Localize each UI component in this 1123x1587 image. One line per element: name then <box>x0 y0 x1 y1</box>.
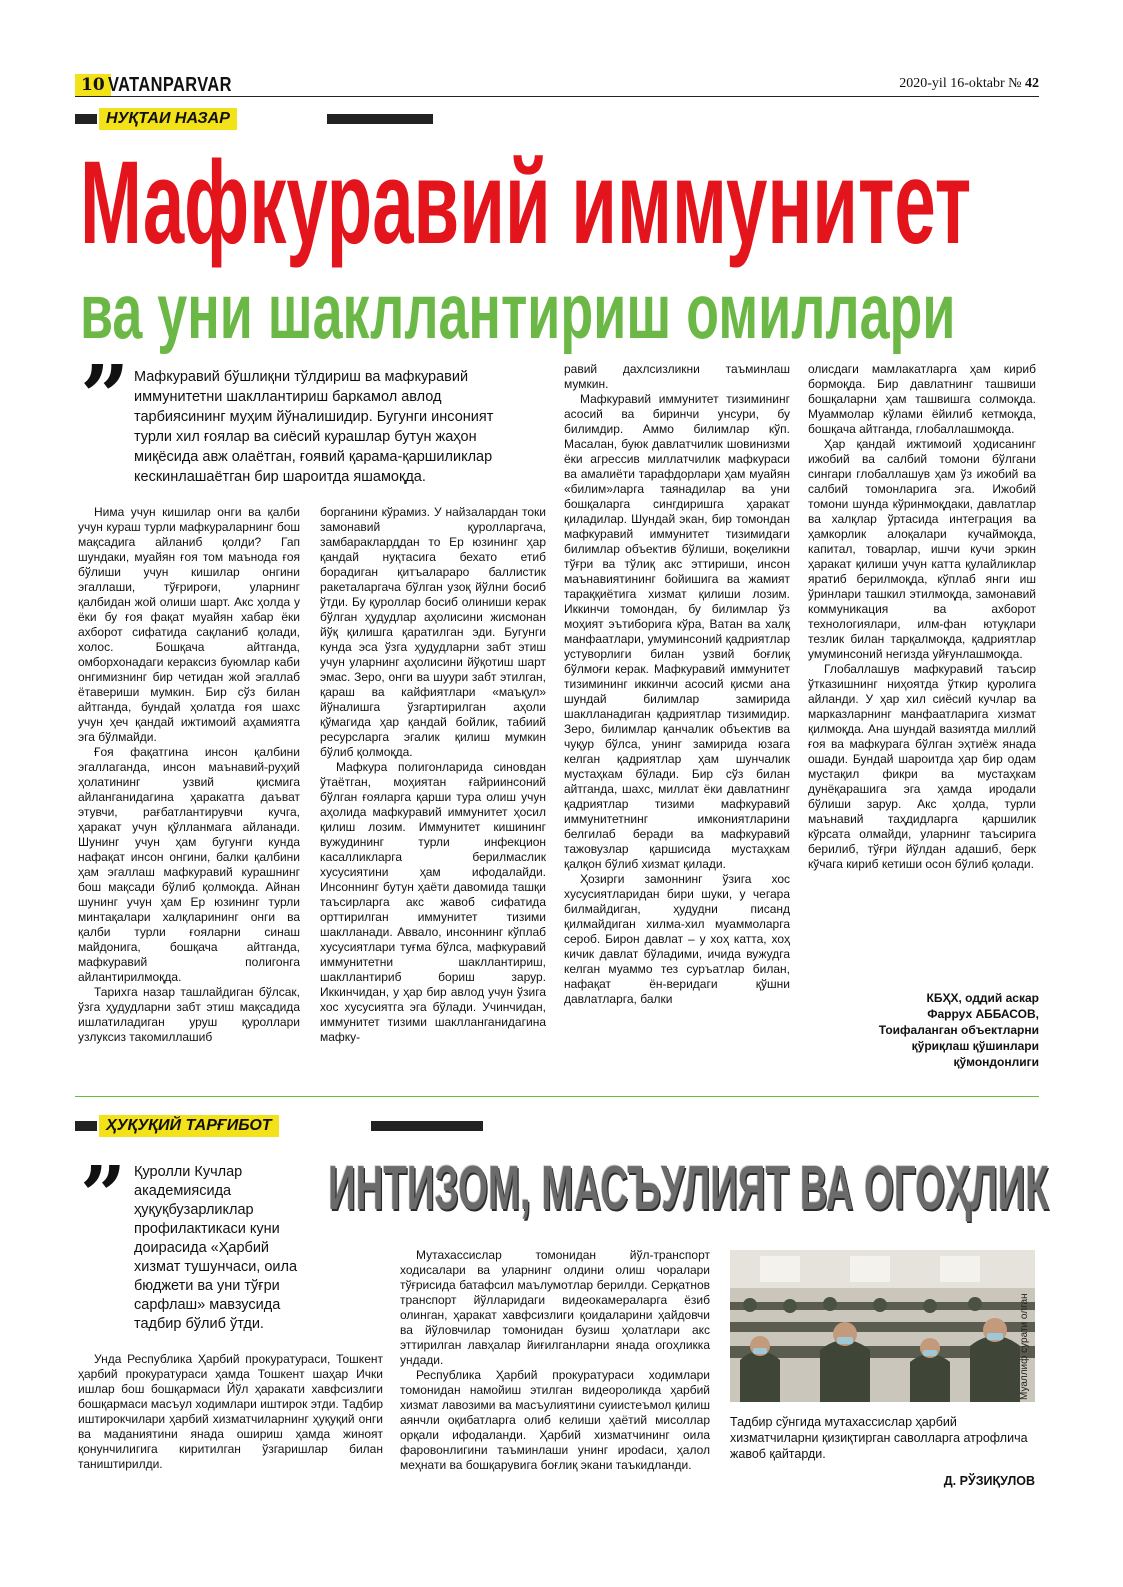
paragraph: Ҳозирги замоннинг ўзига хос хусусиятларидан бири шуки, у чегара билмайдиган, ҳудудни писанд қилмайдиган хилма-хил муаммоларга сероб. Бирон давлат – у хоҳ катта, хоҳ кичик давлат бўладими, ичида вужудга келган муаммо тез суръатлар билан, нафақат ён-веридаги қўшни давлатларга, балки <box>564 872 790 1006</box>
paragraph: борганини кўрамиз. У найзалардан токи замонавий қуролларгача, замбаракларддан то Ер юзининг ҳар қандай нуқтасига бехато етиб борадиган қитъалараро баллистик ракеталаргача бўлган узоқ йўлни босиб ўтди. Бу қуроллар босиб олиниши керак бўлган ҳудудлар аҳолисини жисмонан йўқ қилишга қаратилган эди. Бугунги кунда эса ўзга ҳудудларни забт этиш учун уларнинг аҳолисини йўқотиш шарт эмас. Зеро, онги ва шуури забт этилган, қараш ва кайфиятлари «маъқул» йўналишга ўзгартирилган аҳоли қўмагида ҳар қандай бойлик, табиий ресурсларга эгалик қилиш мумкин бўлиб қолмоқда. <box>320 505 546 759</box>
photo-credit: Муаллиф сурати олган <box>1019 1293 1030 1400</box>
paragraph: равий дахлсизликни таъминлаш мумкин. <box>564 362 790 391</box>
section-divider <box>75 1096 1039 1097</box>
rubric-bar-left <box>75 1121 97 1131</box>
article-column-1 <box>78 505 300 1085</box>
signature-line: қўмондонлиги <box>953 1055 1039 1069</box>
paragraph: Унда Республика Ҳарбий прокуратураси, Тошкент ҳарбий прокуратураси ҳамда Тошкент шаҳар Ички ишлар бош бошқармаси Йўл ҳаракати хавфсизлиги бошқармаси масъул ходимлари иштирок этди. Тадбир иштирокчилари ҳарбий хизматчиларнинг ҳуқуқий онги ва маданиятини янада ошириш ҳамда жиноят қонунчилигига киритилган ўзгаришлар билан таништирилди. <box>78 1352 383 1471</box>
photo-illustration <box>730 1250 1035 1402</box>
article-column-3 <box>564 362 790 1085</box>
signature-line: КБҲХ, оддий аскар <box>926 991 1039 1005</box>
rubric-label: ҲУҚУҚИЙ ТАРҒИБОТ <box>99 1115 279 1137</box>
signature-line: қўриқлаш қўшинлари <box>911 1039 1039 1053</box>
article-lead: Мафкуравий бўшлиқни тўлдириш ва мафкуравий иммунитетни шакллантириш баркамол авлод тарбиясининг муҳим йўналишидир. Бугунги инсоният турли хил ғоялар ва сиёсий курашлар бутун жаҳон миқёсида авж олаётган, ғоявий қарама-қаршиликлар кескинлашаётган бир шароитда яшамоқда. <box>134 369 494 485</box>
article-title-line-2: ва уни шакллантириш омиллари <box>80 267 956 355</box>
page-number: 10 <box>75 74 111 96</box>
article-column-1 <box>78 1352 383 1492</box>
signature-line: Фаррух АББАСОВ, <box>927 1007 1039 1021</box>
rubric-bar-right <box>327 114 433 124</box>
event-photo <box>730 1250 1035 1402</box>
quote-mark-icon: ” <box>80 1148 127 1242</box>
rubric-nuqtai-nazar <box>75 108 365 130</box>
rubric-label: НУҚТАИ НАЗАР <box>99 108 237 130</box>
paragraph: Мутахассислар томонидан йўл-транспорт ходисалари ва уларнинг олдини олиш чоралари тўғрисида батафсил маълумотлар берилди. Серқатнов транспорт йўлларидаги видеокамераларга ёзиб олинган, ҳаракат хавфсизлиги қоидаларини ҳайдовчи ва йўловчилар томонидан бузиш ҳолатлари акс эттирилган лавҳалар йиғилганларни янада огоҳликка ундади. <box>400 1248 710 1367</box>
issue-number: 42 <box>1025 76 1039 91</box>
article-column-2 <box>400 1248 710 1496</box>
paragraph: Нима учун кишилар онги ва қалби учун кураш турли мафкураларнинг бош мақсадига айланиб қолди? Гап шундаки, муайян ғоя том маънода ғоя бўлиши учун кишилар онгини эгаллаши, тўғрироғи, уларнинг қалбидан жой олиши шарт. Акс ҳолда у ёки бу ғоя фақат муайян хабар ёки ахборот сифатида сақланиб қолади, холос. Бошқача айтганда, омборхонадаги кераксиз буюмлар каби онгимизнинг бир четидан жой эгаллаб ётавериши мумкин. Бир сўз билан айтганда, бундай ҳолатда ғоя шахс учун ҳеч қандай ижтимоий аҳамиятга эга бўлмайди. <box>78 505 300 744</box>
author-signature <box>799 990 1039 1070</box>
issue-date: 2020-yil 16-oktabr <box>899 76 1005 91</box>
paragraph: Тарихга назар ташлайдиган бўлсак, ўзга ҳудудларни забт этиш мақсадида ишлатиладиган уруш қуроллари узлуксиз такомиллашиб <box>78 985 300 1044</box>
signature-line: Тоифаланган объектларни <box>878 1023 1039 1037</box>
page-header <box>75 74 1039 98</box>
issue-info <box>899 76 1039 92</box>
rubric-huquqiy-targibot <box>75 1115 415 1137</box>
article-lead: Қуролли Кучлар академиясида ҳуқуқбузарликлар профилактикаси куни доирасида «Ҳарбий хизмат тушунчаси, оила бюджети ва уни тўғри сарфлаш» мавзусида тадбир бўлиб ўтди. <box>134 1164 298 1332</box>
paragraph: Мафкуравий иммунитет тизимининг асосий ва биринчи унсури, бу билимдир. Аммо билимлар кўп. Масалан, буюк давлатчилик шовинизми ёки агрессив миллатчилик мафкураси ва амалиёти тарафдорлари ҳам муайян «билим»ларга таянадилар ва уни бошқаларга сингдиришга ҳаракат қиладилар. Шундай экан, бир томондан мафкуравий иммунитет тизимидаги билимлар объектив бўлиши, воқеликни тўғри ва тўлиқ акс эттириши, инсон маънавиятининг бойишига ва жамият тараққиётига хизмат қилиши лозим. Иккинчи томондан, бу билимлар ўз моҳият эътиборига кўра, Ватан ва халқ манфаатлари, умуминсоний қадриятлар устуворлиги билан узвий боғлиқ бўлмоғи керак. Мафкуравий иммунитет тизимининг иккинчи асосий қисми ана шундай билимлар замирида шаклланадиган қадриятлар тизимидир. Зеро, билимлар қанчалик объектив ва чуқур бўлса, унинг замирида юзага келган қадриятлар ҳам шунчалик мустаҳкам бўлади. Бир сўз билан айтганда, шахс, миллат ёки давлатнинг қадриятлар тизими мафкуравий иммунитетнинг имкониятларини белгилаб беради ва мафкуравий тажовузлар қаршисида мустаҳкам қалқон бўлиб хизмат қилади. <box>564 392 790 871</box>
paragraph: Республика Ҳарбий прокуратураси ходимлари томонидан намойиш этилган видеороликда ҳарбий хизмат лавозими ва масъулиятини суиистеъмол қилиш аянчли оқибатларга олиб келиши ҳаётий мисоллар орқали ифодаланди. Ҳарбий хизматчининг оила фаровонлигини таъминлаши унинг ироdaси, ҳалол меҳнати ва бошқарувига боғлиқ экани таъкидланди. <box>400 1368 710 1472</box>
header-rule <box>75 96 1039 97</box>
article-column-2 <box>320 505 546 1085</box>
publication-name: VATANPARVAR <box>108 74 232 96</box>
issue-number-sign: № <box>1008 76 1022 91</box>
quote-mark-icon: ” <box>80 347 130 448</box>
paragraph: Ҳар қандай ижтимоий ҳодисанинг ижобий ва салбий томони бўлгани сингари глобаллашув ҳам ўз ижобий ва салбий томонларига эга. Ижобий томони шунда кўринмоқдаки, давлатлар ва халқлар ўртасида интеграция ва ҳамкорлик алоқалари кучаймоқда, капитал, товарлар, ишчи кучи эркин ҳаракат қилиши учун катта қулайликлар яратиб берилмоқда, кўплаб янги иш ўринлари ташкил этилмоқда, замонавий коммуникация ва ахборот технологиялари, илм-фан ютуқлари тезлик билан тарқалмоқда, қадриятлар умуминсоний негизда уйғунлашмоқда. <box>808 437 1036 661</box>
rubric-bar-left <box>75 114 97 124</box>
paragraph: олисдаги мамлакатларга ҳам кириб бормоқда. Бир давлатнинг ташвиши бошқаларни ҳам ташвишга солмоқда. Муаммолар кўлами ёйилиб кетмоқда, бошқача айтганда, глобаллашмоқда. <box>808 362 1036 436</box>
paragraph: Мафкура полигонларида синовдан ўтаётган, моҳиятан ғайриинсоний бўлган ғояларга қарши тура олиш учун аҳолида мафкуравий иммунитет ҳосил қилиш лозим. Иммунитет кишининг вужудининг турли инфекцион касалликларга берилмаслик хусусиятини ҳам ифодалайди. Инсоннинг бутун ҳаёти давомида ташқи таъсирларга акс жавоб сифатида орттирилган иммунитет тизими шаклланади. Аввало, инсоннинг кўплаб хусусиятлари туғма бўлса, мафкуравий иммунитетни шакллантириш, шакллантириб бориш зарур. Иккинчидан, у ҳар бир авлод учун ўзига хос хусусиятга эга бўлади. Учинчидан, иммунитет тизими шаклланганидагина мафку- <box>320 760 546 1044</box>
rubric-bar-right <box>371 1121 483 1131</box>
article-title-line-1: Мафкуравий иммунитет <box>80 137 972 269</box>
article-column-4 <box>808 362 1036 982</box>
paragraph: Глобаллашув мафкуравий таъсир ўтказишнинг ниҳоятда ўткир қуролига айланди. У ҳар хил сиёсий кучлар ва марказларнинг манфаатларига хизмат қилмоқда. Ана шундай вазиятда миллий ғоя ва мафкурага бўлган эҳтиёж янада ошади. Бундай шароитда ҳар бир одам мустақил фикри ва мустаҳкам дунёқарашига эга ҳамда иродали бўлиши зарур. Акс ҳолда, турли маънавий таҳдидларга қаршилик кўрсата олмайди, уларнинг таъсирига берилиб, тўғри йўлдан адашиб, берк кўчага кириб кетиши осон бўлиб қолади. <box>808 662 1036 871</box>
photo-caption: Тадбир сўнгида мутахассислар ҳарбий хизматчиларни қизиқтирган саволларга атрофлича жавоб қайтарди. <box>730 1415 1028 1461</box>
article-title: ИНТИЗОМ, МАСЪУЛИЯТ ВА ОГОҲЛИК <box>328 1154 1049 1223</box>
article-author: Д. РЎЗИҚУЛОВ <box>943 1474 1035 1488</box>
paragraph: Ғоя фақатгина инсон қалбини эгаллаганда, инсон маънавий-руҳий ҳолатининг узвий қисмига айланганидагина ҳаракатга даъват этувчи, рағбатлантирувчи кучга, ҳаракат учун қўлланмага айланади. Шунинг учун ҳам бугунги кунда нафақат инсон онгини, балки қалбини ҳам эгаллаш мафкуравий курашнинг бош мақсади бўлиб қолмоқда. Айнан шунинг учун ҳам Ер юзининг турли минтақалари халқларининг онги ва қалби турли ғояларни синаш майдонига, бошқача айтганда, мафкуравий полигонга айлантирилмоқда. <box>78 745 300 984</box>
